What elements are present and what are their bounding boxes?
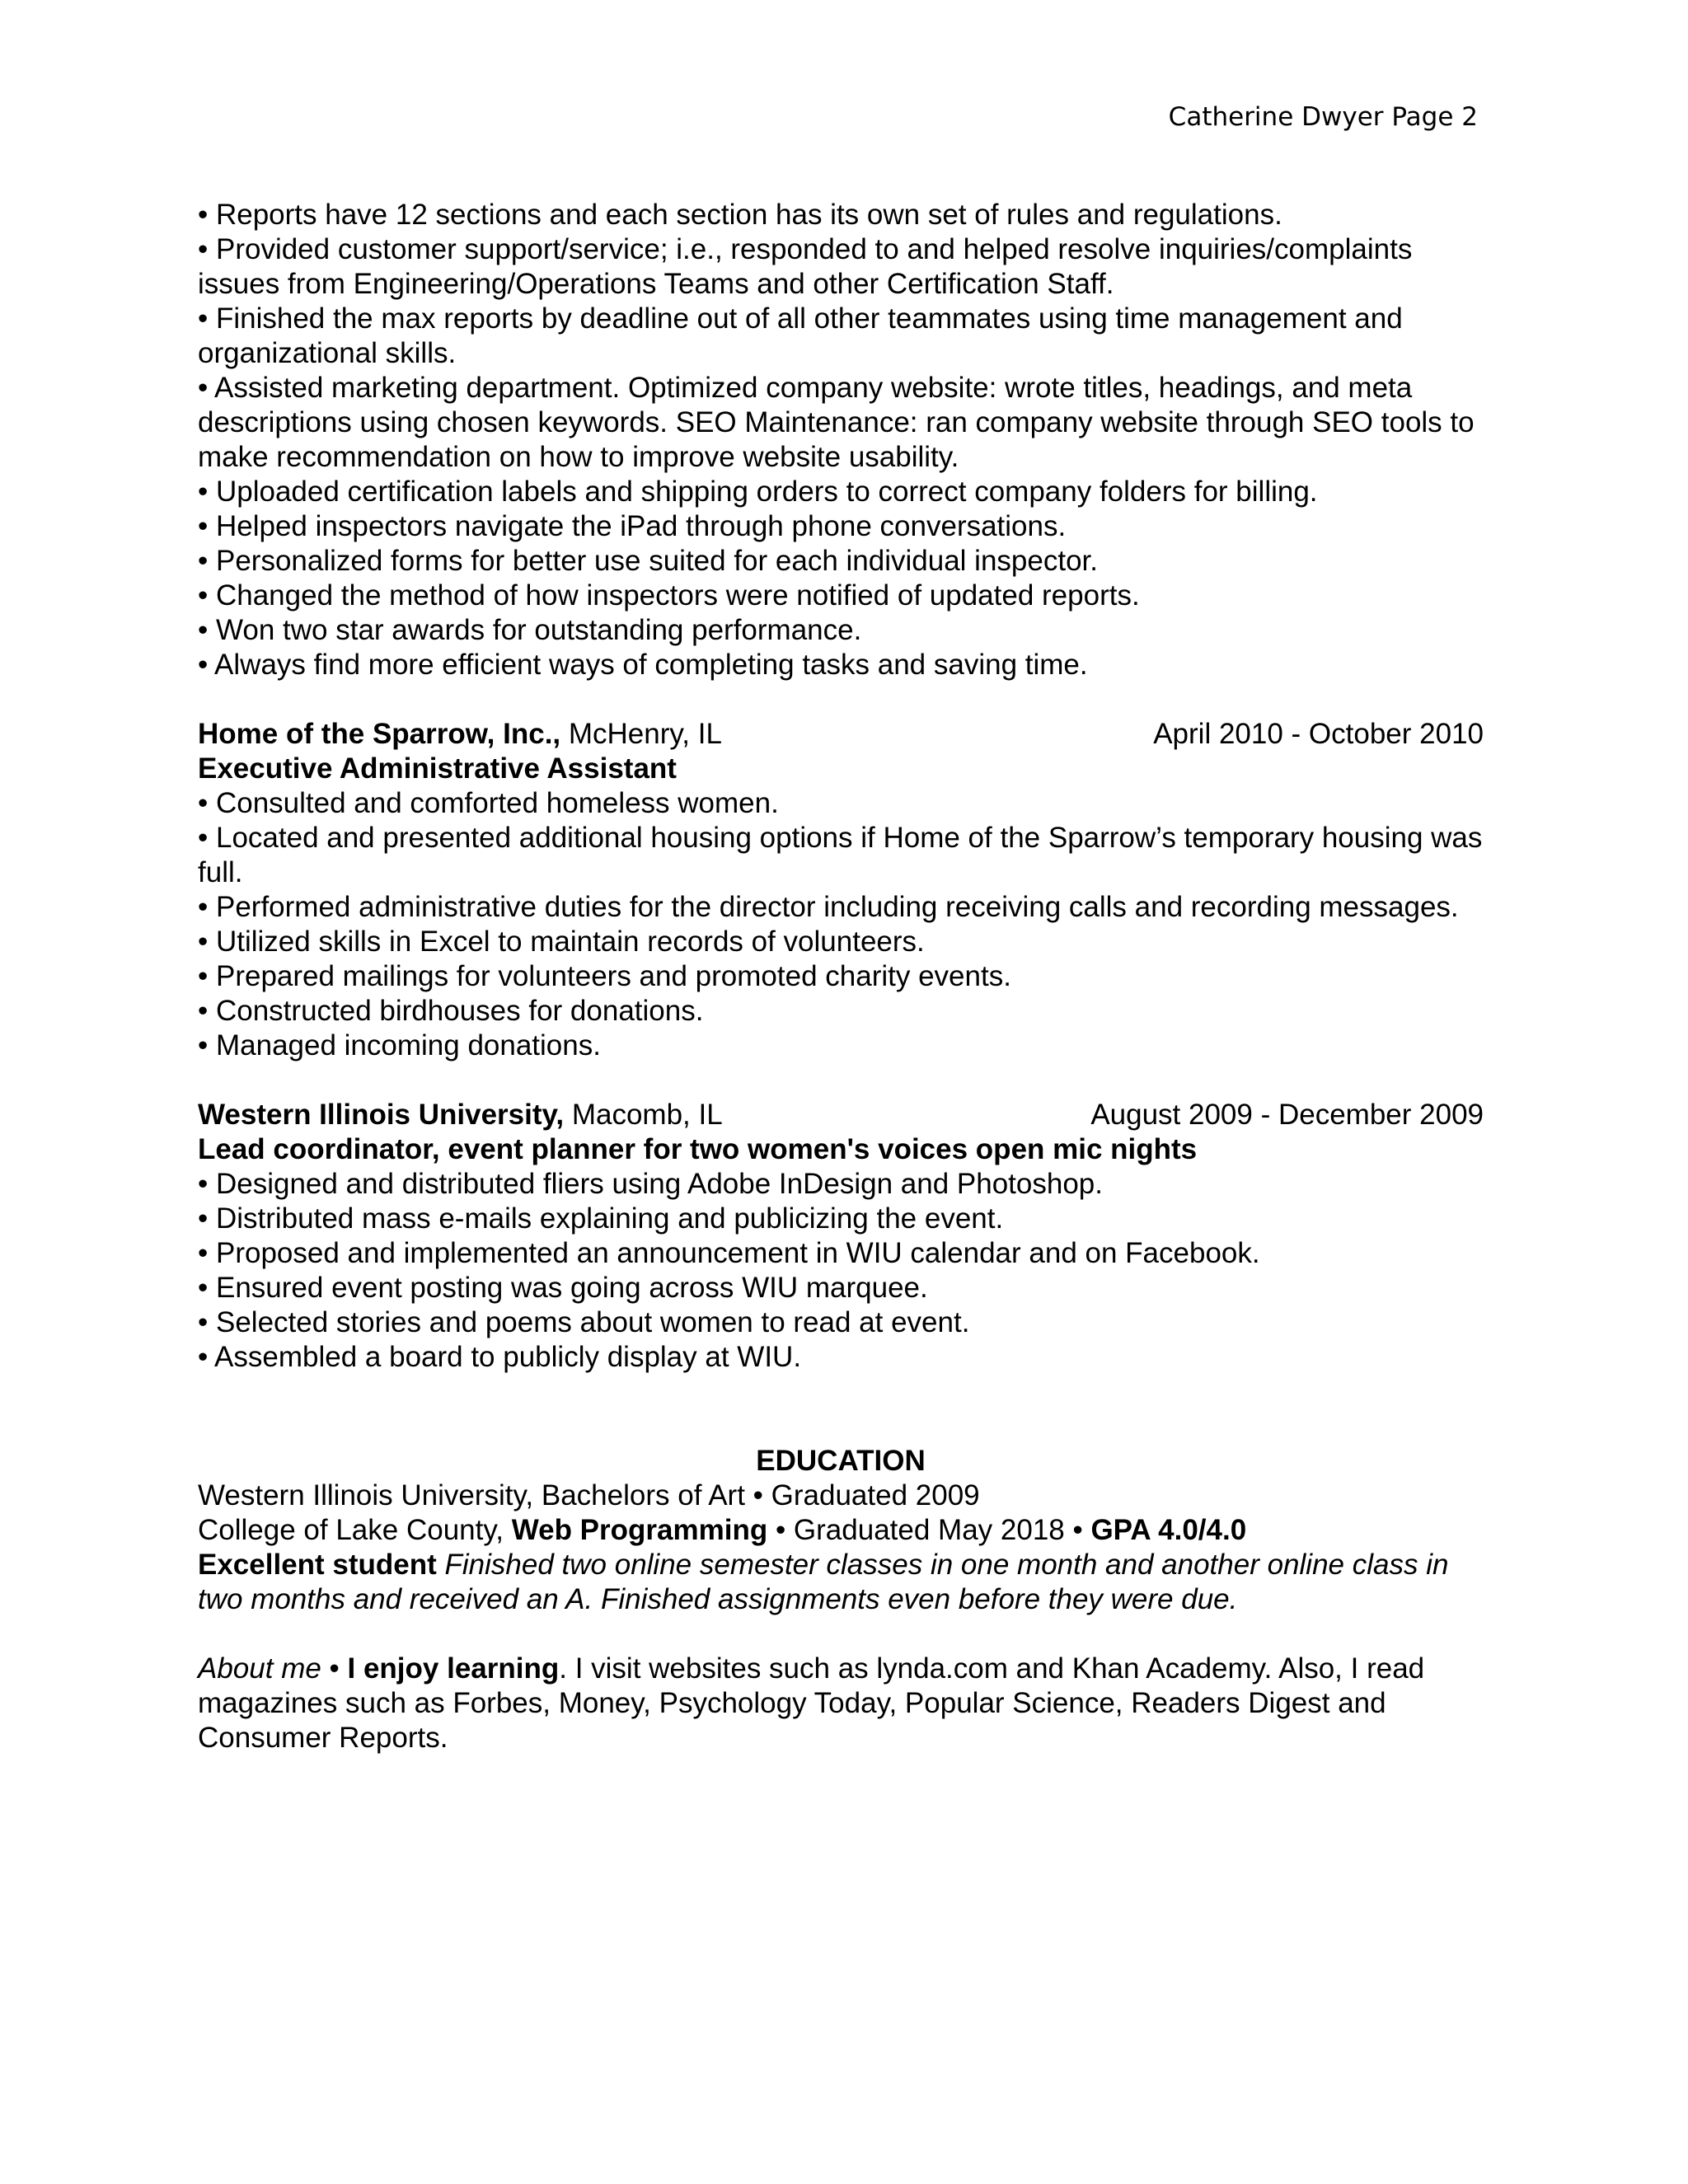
job-location: McHenry, IL xyxy=(560,718,722,750)
page-header: Catherine Dwyer Page 2 xyxy=(1168,102,1478,132)
list-item: • Won two star awards for outstanding performance. xyxy=(198,614,862,646)
job-employer: Western Illinois University, xyxy=(198,1099,565,1131)
job-header xyxy=(198,717,1484,752)
job-header xyxy=(198,1098,1484,1132)
list-item: • Reports have 12 sections and each section has its own set of rules and regulations. xyxy=(198,199,1282,231)
list-item: • Proposed and implemented an announcement in WIU calendar and on Facebook. xyxy=(198,1237,1260,1269)
job-dates: April 2010 - October 2010 xyxy=(1153,718,1484,750)
job-title: Lead coordinator, event planner for two women's voices open mic nights xyxy=(198,1133,1198,1165)
about-text: . I visit websites such as lynda.com and Khan Academy. Also, I read magazines such as Forbes, Money, Psychology Today, Popular Science, Readers Digest and Consumer Reports. xyxy=(198,1652,1425,1754)
list-item: • Distributed mass e-mails explaining and publicizing the event. xyxy=(198,1202,1004,1235)
job-employer-line xyxy=(198,1098,723,1132)
list-item: • Helped inspectors navigate the iPad through phone conversations. xyxy=(198,510,1067,542)
list-item: • Consulted and comforted homeless women. xyxy=(198,787,779,819)
experience-continued-list xyxy=(198,198,1484,682)
education-graduated: • Graduated May 2018 • xyxy=(767,1514,1091,1546)
section-spacer xyxy=(198,682,1484,717)
job-employer-line xyxy=(198,717,722,752)
education-program: Web Programming xyxy=(511,1514,768,1546)
job-wiu xyxy=(198,1098,1484,1375)
resume-page-body xyxy=(198,198,1484,1755)
list-item: • Provided customer support/service; i.e., responded to and helped resolve inquiries/complaints issues from Engineering/Operations Teams and other Certification Staff. xyxy=(198,233,1413,300)
list-item: • Selected stories and poems about women to read at event. xyxy=(198,1306,970,1338)
education-entry xyxy=(198,1513,1484,1548)
education-section xyxy=(198,1444,1484,1617)
section-spacer xyxy=(198,1375,1484,1444)
about-label: About me xyxy=(198,1652,321,1685)
list-item: • Performed administrative duties for the director including receiving calls and recording messages. xyxy=(198,891,1459,923)
list-item: • Constructed birdhouses for donations. xyxy=(198,995,704,1027)
education-note-text: Finished two online semester classes in one month and another online class in two months and received an A. Finished assignments even before they were due. xyxy=(198,1549,1449,1615)
job-dates: August 2009 - December 2009 xyxy=(1090,1099,1484,1131)
list-item: • Personalized forms for better use suited for each individual inspector. xyxy=(198,545,1098,577)
about-separator: • xyxy=(321,1652,348,1685)
list-item: • Located and presented additional housing options if Home of the Sparrow’s temporary housing was full. xyxy=(198,822,1483,888)
job-employer: Home of the Sparrow, Inc., xyxy=(198,718,561,750)
job-title: Executive Administrative Assistant xyxy=(198,752,677,785)
list-item: • Ensured event posting was going across WIU marquee. xyxy=(198,1272,928,1304)
about-highlight: I enjoy learning xyxy=(347,1652,560,1685)
list-item: • Designed and distributed fliers using Adobe InDesign and Photoshop. xyxy=(198,1168,1103,1200)
education-gpa: GPA 4.0/4.0 xyxy=(1090,1514,1247,1546)
list-item: • Always find more efficient ways of completing tasks and saving time. xyxy=(198,649,1088,681)
list-item: • Finished the max reports by deadline out of all other teammates using time management and organizational skills. xyxy=(198,302,1403,369)
list-item: • Utilized skills in Excel to maintain records of volunteers. xyxy=(198,926,925,958)
education-note xyxy=(198,1548,1484,1617)
about-section xyxy=(198,1652,1484,1755)
education-entry: Western Illinois University, Bachelors of Art • Graduated 2009 xyxy=(198,1479,980,1511)
job-sparrow xyxy=(198,717,1484,1063)
section-heading: EDUCATION xyxy=(756,1445,926,1477)
job-location: Macomb, IL xyxy=(564,1099,723,1131)
list-item: • Assembled a board to publicly display at WIU. xyxy=(198,1341,802,1373)
section-spacer xyxy=(198,1617,1484,1652)
list-item: • Prepared mailings for volunteers and promoted charity events. xyxy=(198,960,1011,992)
list-item: • Uploaded certification labels and shipping orders to correct company folders for billing. xyxy=(198,476,1318,508)
list-item: • Managed incoming donations. xyxy=(198,1029,601,1062)
education-note-label: Excellent student xyxy=(198,1549,437,1581)
section-spacer xyxy=(198,1063,1484,1098)
education-school: College of Lake County, xyxy=(198,1514,512,1546)
list-item: • Assisted marketing department. Optimized company website: wrote titles, headings, and meta descriptions using chosen keywords. SEO Maintenance: ran company website through SEO tools to make recommendation on how to improve website usability. xyxy=(198,372,1475,473)
list-item: • Changed the method of how inspectors were notified of updated reports. xyxy=(198,579,1140,612)
about-paragraph xyxy=(198,1652,1484,1755)
